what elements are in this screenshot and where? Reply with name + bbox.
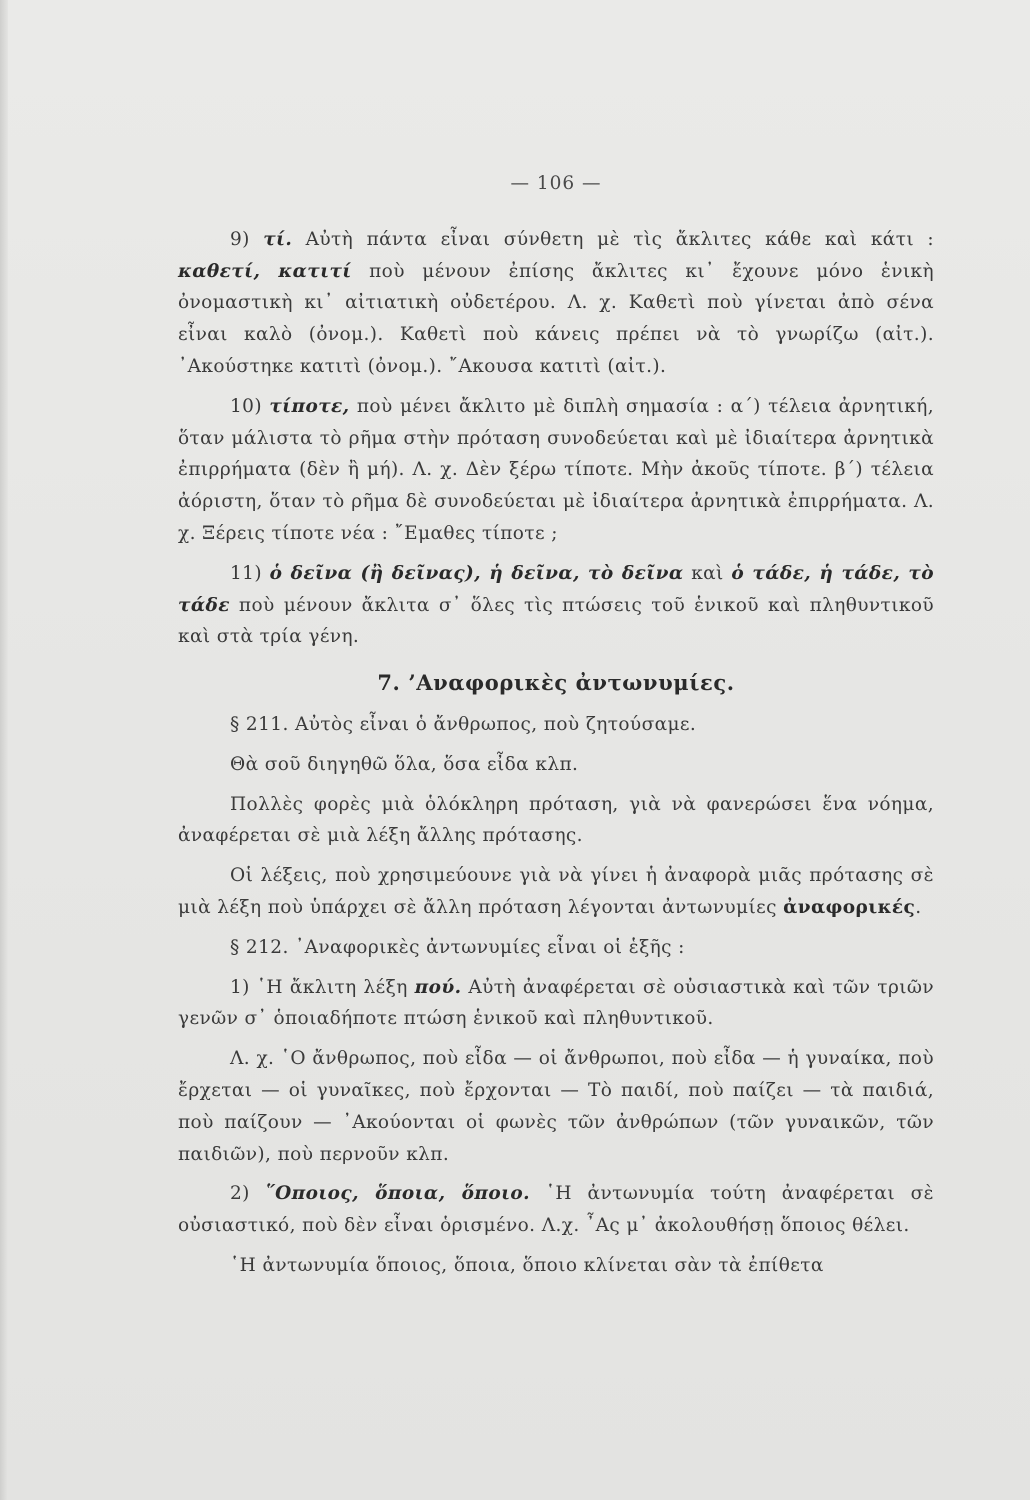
page-edge (0, 0, 8, 1500)
item-number: 11) (230, 562, 262, 584)
page-number: — 106 — (510, 173, 602, 194)
term: πού. (414, 976, 462, 998)
term: ὁ δεῖνα (ἢ δεῖνας), ἡ δεῖνα, τὸ δεῖνα (269, 562, 684, 584)
item-number: 9) (230, 228, 250, 250)
paragraph-examples: Λ. χ. ῾Ο ἄνθρωπος, ποὺ εἶδα — οἱ ἄνθρωποι, ποὺ εἶδα — ἡ γυναίκα, ποὺ ἔρχεται — οἱ γυναῖκες, ποὺ ἔρχονται — Τὸ παιδί, ποὺ παίζει — τὰ παιδιά, ποὺ παίζουν — ᾽Ακούονται οἱ φωνὲς τῶν ἀνθρώπων (τῶν γυναικῶν, τῶν παιδιῶν), ποὺ περνοῦν κλπ. (178, 1048, 934, 1165)
text-run: ποὺ μένει ἄκλιτο μὲ διπλὴ σημασία : α΄) τέλεια ἀρνητική, ὅταν μάλιστα τὸ ρῆμα στὴν πρόταση συνοδεύεται καὶ μὲ ἰδιαίτερα ἀρνητικὰ ἐπιρρήματα (δὲν ἢ μή). Λ. χ. Δὲν ξέρω τίποτε. Μὴν ἀκοῦς τίποτε. β΄) τέλεια ἀόριστη, ὅταν τὸ ρῆμα δὲ συνοδεύεται μὲ ἰδιαίτερα ἀρνητικὰ ἐπιρρήματα. Λ. χ. Ξέρεις τίποτε νέα : ῎Εμαθες τίποτε ; (178, 395, 934, 544)
term: τί. (263, 228, 293, 250)
paragraph-11-deina (178, 558, 934, 653)
text-run: . (915, 896, 922, 918)
paragraph: Πολλὲς φορὲς μιὰ ὁλόκληρη πρόταση, γιὰ νὰ φανερώσει ἕνα νόημα, ἀναφέρεται σὲ μιὰ λέξη ἄλλης πρότασης. (178, 793, 934, 847)
text-run: ποὺ μένουν ἄκλιτα σ᾿ ὅλες τὶς πτώσεις τοῦ ἑνικοῦ καὶ πληθυντικοῦ καὶ στὰ τρία γένη. (178, 594, 934, 648)
text-run: ῾Η ἀντωνυμία τούτη ἀναφέρεται σὲ οὐσιαστικό, ποὺ δὲν εἶναι ὁρισμένο. Λ.χ. ῏Ας μ᾿ ἀκολουθήσῃ ὅποιος θέλει. (178, 1183, 935, 1237)
term: ῞Οποιος, ὅποια, ὅποιο. (265, 1183, 531, 1205)
text-run: Οἱ λέξεις, ποὺ χρησιμεύουνε γιὰ νὰ γίνει ἡ ἀναφορὰ μιᾶς πρότασης σὲ μιὰ λέξη ποὺ ὑπάρχει σὲ ἄλλη πρόταση λέγονται ἀντωνυμίες (178, 865, 934, 918)
paragraph-pou (178, 972, 934, 1036)
text-run: 1) ῾Η ἄκλιτη λέξη (230, 976, 415, 998)
paragraph: § 212. ᾽Αναφορικὲς ἀντωνυμίες εἶναι οἱ ἑξῆς : (230, 936, 685, 958)
text-run: ποὺ μένουν ἐπίσης ἄκλιτες κι᾿ ἔχουνε μόνο ἑνικὴ ὀνομαστικὴ κι᾿ αἰτιατικὴ οὐδετέρου. Λ. χ. Καθετὶ ποὺ γίνεται ἀπὸ σένα εἶναι καλὸ (ὀνομ.). Καθετὶ ποὺ κάνεις πρέπει νὰ τὸ γνωρίζω (αἰτ.). ᾽Ακούστηκε κατιτὶ (ὀνομ.). ῎Ακουσα κατιτὶ (αἰτ.). (178, 260, 934, 377)
term: τίποτε, (269, 395, 350, 417)
paragraph-9-ti (178, 224, 934, 383)
page-text (178, 168, 934, 1290)
text-run: Αὐτὴ πάντα εἶναι σύνθετη μὲ τὶς ἄκλιτες κάθε καὶ κάτι : (292, 228, 935, 250)
item-number: 2) (230, 1183, 250, 1205)
item-number: 10) (230, 395, 262, 417)
paragraph-opoios (178, 1178, 934, 1242)
paragraph-10-tipote (178, 391, 934, 550)
paragraph-last: ῾Η ἀντωνυμία ὅποιος, ὅποια, ὅποιο κλίνεται σὰν τὰ ἐπίθετα (230, 1254, 824, 1276)
term: καθετί, κατιτί (178, 260, 352, 282)
term: ἀναφορικές (783, 896, 916, 918)
term: ὁ τάδε, ἡ τάδε, τὸ τάδε (178, 562, 934, 616)
text-run: Αὐτὴ ἀναφέρεται σὲ οὐσιαστικὰ καὶ τῶν τριῶν γενῶν σ᾿ ὁποιαδήποτε πτώση ἑνικοῦ καὶ πληθυντικοῦ. (178, 976, 935, 1030)
example-line: § 211. Αὐτὸς εἶναι ὁ ἄνθρωπος, ποὺ ζητούσαμε. (230, 713, 697, 735)
paragraph-definition (178, 860, 934, 924)
section-heading: 7. ’Αναφορικὲς ἀντωνυμίες. (377, 670, 735, 696)
example-line: Θὰ σοῦ διηγηθῶ ὅλα, ὅσα εἶδα κλπ. (230, 753, 579, 775)
text-run: καὶ (683, 562, 732, 584)
